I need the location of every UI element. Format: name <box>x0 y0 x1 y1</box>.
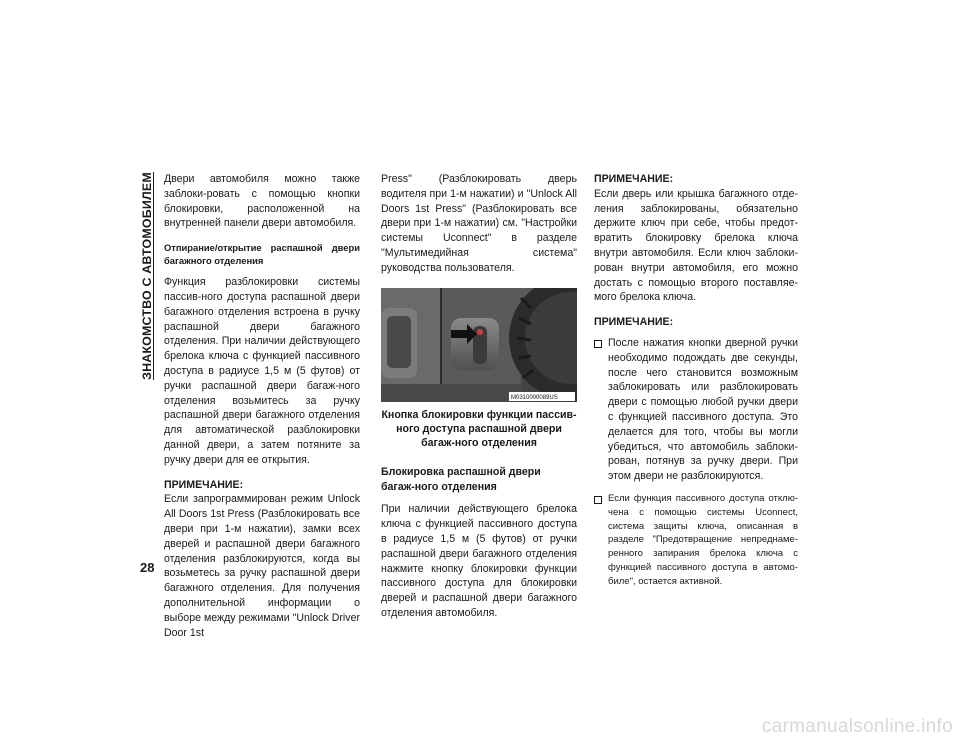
bullet-text: После нажатия кнопки дверной ручки необходимо подождать две секунды, после чего становится возможным заблокировать или разблокировать двери с помощью любой ручки двери с функцией пассивного доступа. Это делается для того, чтобы вы могли убедиться, что автомобиль заблоки-рован, потянув за ручку двери. При этом двери не разблокируются. <box>608 336 798 483</box>
bullet-item <box>594 336 798 484</box>
column-3 <box>594 172 798 597</box>
note2-bullets <box>594 336 798 589</box>
note-paragraph: Если запрограммирован режим Unlock All Doors 1st Press (Разблокировать все двери при 1-м нажатии), замки всех дверей и распашной двери багажного отделения разблокируются, когда вы возьметесь за ручку распашной двери багажного отделения. Для получения дополнительной информации о выборе между режимами "Unlock Driver Door 1st <box>164 493 360 639</box>
subheading-lock: Блокировка распашной двери багаж-ного отделения <box>381 465 541 493</box>
checkbox-bullet-icon <box>594 496 602 504</box>
watermark: carmanualsonline.info <box>761 716 953 737</box>
bullet-text: Если функция пассивного доступа отклю-чена с помощью системы Uconnect, система защиты ключа, описанная в разделе "Предотвращение непреднаме-ренного запирания брелока ключа с функцией пассивного доступа в автомо-биле", остается активной. <box>608 492 798 587</box>
intro-paragraph: Двери автомобиля можно также заблоки-ровать с помощью кнопки блокировки, расположенной на внутренней панели двери автомобиля. <box>164 173 360 230</box>
tailgate-handle-photo <box>381 288 577 402</box>
subheading-unlock: Отпирание/открытие распашной двери багажного отделения <box>164 242 360 267</box>
continuation-paragraph: Press" (Разблокировать дверь водителя при 1-м нажатии) и "Unlock All Doors 1st Press" (Разблокировать все двери при 1-м нажатии) см. "Настройки системы Uconnect" в разделе "Мультимедийная система" руководства пользователя. <box>381 173 577 274</box>
column-2 <box>381 172 577 631</box>
note-title: ПРИМЕЧАНИЕ: <box>164 478 244 491</box>
lock-paragraph: При наличии действующего брелока ключа с функцией пассивного доступа в радиусе 1,5 м (5 футов) от ручки распашной двери багажного отделения нажмите кнопку блокировки функции пассивного доступа для блокировки дверей и распашной двери багажного отделения автомобиля. <box>381 503 577 619</box>
bullet-item <box>594 492 798 589</box>
note1-title: ПРИМЕЧАНИЕ: <box>594 173 674 185</box>
note2-title: ПРИМЕЧАНИЕ: <box>594 316 674 329</box>
checkbox-bullet-icon <box>594 340 602 348</box>
image-code: M0310000089US <box>511 394 558 401</box>
unlock-paragraph: Функция разблокировки системы пассив-ного доступа распашной двери багажного отделения встроена в ручку распашной двери багажного отделения. При наличии действующего брелока ключа с функцией пассивного доступа в радиусе 1,5 м (5 футов) от ручки распашной двери багаж-ного отделения возьмитесь за ручку распашной двери багажного отделения для автоматической разблокировки данной двери, а затем потяните за ручку двери для ее открытия. <box>164 276 360 466</box>
column-1 <box>164 172 360 650</box>
page-number: 28 <box>140 560 155 575</box>
section-tab <box>138 170 156 382</box>
photo-caption: Кнопка блокировки функции пассив-ного доступа распашной двери багаж-ного отделения <box>381 408 577 450</box>
note1-paragraph: Если дверь или крышка багажного отде-ления заблокированы, обязательно держите ключ при себе, чтобы предот-вратить блокировку брелока ключа внутри автомобиля. Если ключ заблоки-рован внутри автомобиля, его можно достать с помощью второго поставляе-мого брелока ключа. <box>594 187 798 304</box>
section-tab-label: ЗНАКОМСТВО С АВТОМОБИЛЕМ <box>140 172 154 380</box>
